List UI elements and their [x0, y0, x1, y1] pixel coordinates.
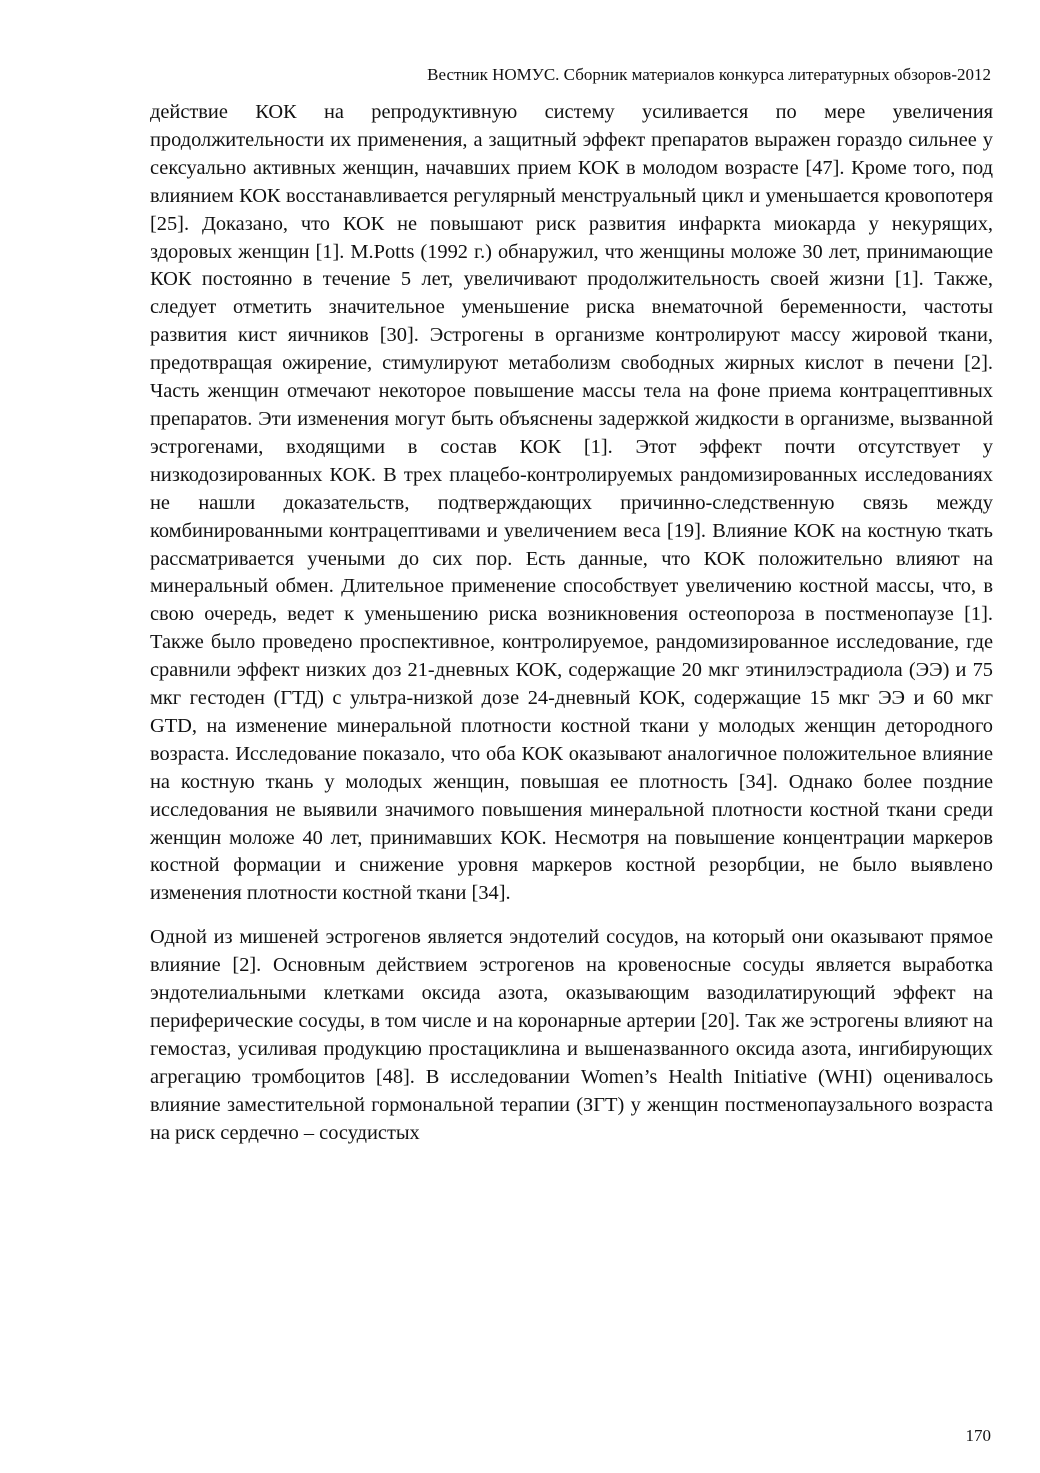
body-text	[150, 99, 993, 1148]
paragraph: действие КОК на репродуктивную систему усиливается по мере увеличения продолжительности их применения, а защитный эффект препаратов выражен гораздо сильнее у сексуально активных женщин, начавших прием КОК в молодом возрасте [47]. Кроме того, под влиянием КОК восстанавливается регулярный менструальный цикл и уменьшается кровопотеря [25]. Доказано, что КОК не повышают риск развития инфаркта миокарда у некурящих, здоровых женщин [1]. M.Potts (1992 г.) обнаружил, что женщины моложе 30 лет, принимающие КОК постоянно в течение 5 лет, увеличивают продолжительность своей жизни [1]. Также, следует отметить значительное уменьшение риска внематочной беременности, частоты развития кист яичников [30]. Эстрогены в организме контролируют массу жировой ткани, предотвращая ожирение, стимулируют метаболизм свободных жирных кислот в печени [2]. Часть женщин отмечают некоторое повышение массы тела на фоне приема контрацептивных препаратов. Эти изменения могут быть объяснены задержкой жидкости в организме, вызванной эстрогенами, входящими в состав КОК [1]. Этот эффект почти отсутствует у низкодозированных КОК. В трех плацебо-контролируемых рандомизированных исследованиях не нашли доказательств, подтверждающих причинно-следственную связь между комбинированными контрацептивами и увеличением веса [19]. Влияние КОК на костную ткать рассматривается учеными до сих пор. Есть данные, что КОК положительно влияют на минеральный обмен. Длительное применение способствует увеличению костной массы, что, в свою очередь, ведет к уменьшению риска возникновения остеопороза в постменопаузе [1]. Также было проведено проспективное, контролируемое, рандомизированное исследование, где сравнили эффект низких доз 21-дневных КОК, содержащие 20 мкг этинилэстрадиола (ЭЭ) и 75 мкг гестоден (ГТД) с ультра-низкой дозе 24-дневный КОК, содержащие 15 мкг ЭЭ и 60 мкг GTD, на изменение минеральной плотности костной ткани у молодых женщин детородного возраста. Исследование показало, что оба КОК оказывают аналогичное положительное влияние на костную ткань у молодых женщин, повышая ее плотность [34]. Однако более поздние исследования не выявили значимого повышения минеральной плотности костной ткани среди женщин моложе 40 лет, принимавших КОК. Несмотря на повышение концентрации маркеров костной формации и снижение уровня маркеров костной резорбции, не было выявлено изменения плотности костной ткани [34].	[150, 101, 993, 905]
running-header: Вестник НОМУС. Сборник материалов конкурса литературных обзоров-2012	[427, 65, 991, 84]
page-number: 170	[965, 1426, 991, 1445]
paragraph: Одной из мишеней эстрогенов является эндотелий сосудов, на который они оказывают прямое влияние [2]. Основным действием эстрогенов на кровеносные сосуды является выработка эндотелиальными клетками оксида азота, оказывающим вазодилатирующий эффект на периферические сосуды, в том числе и на коронарные артерии [20]. Так же эстрогены влияют на гемостаз, усиливая продукцию простациклина и вышеназванного оксида азота, ингибирующих агрегацию тромбоцитов [48]. В исследовании Women’s Health Initiative (WHI) оценивалось влияние заместительной гормональной терапии (ЗГТ) у женщин постменопаузального возраста на риск сердечно – сосудистых	[150, 926, 993, 1144]
